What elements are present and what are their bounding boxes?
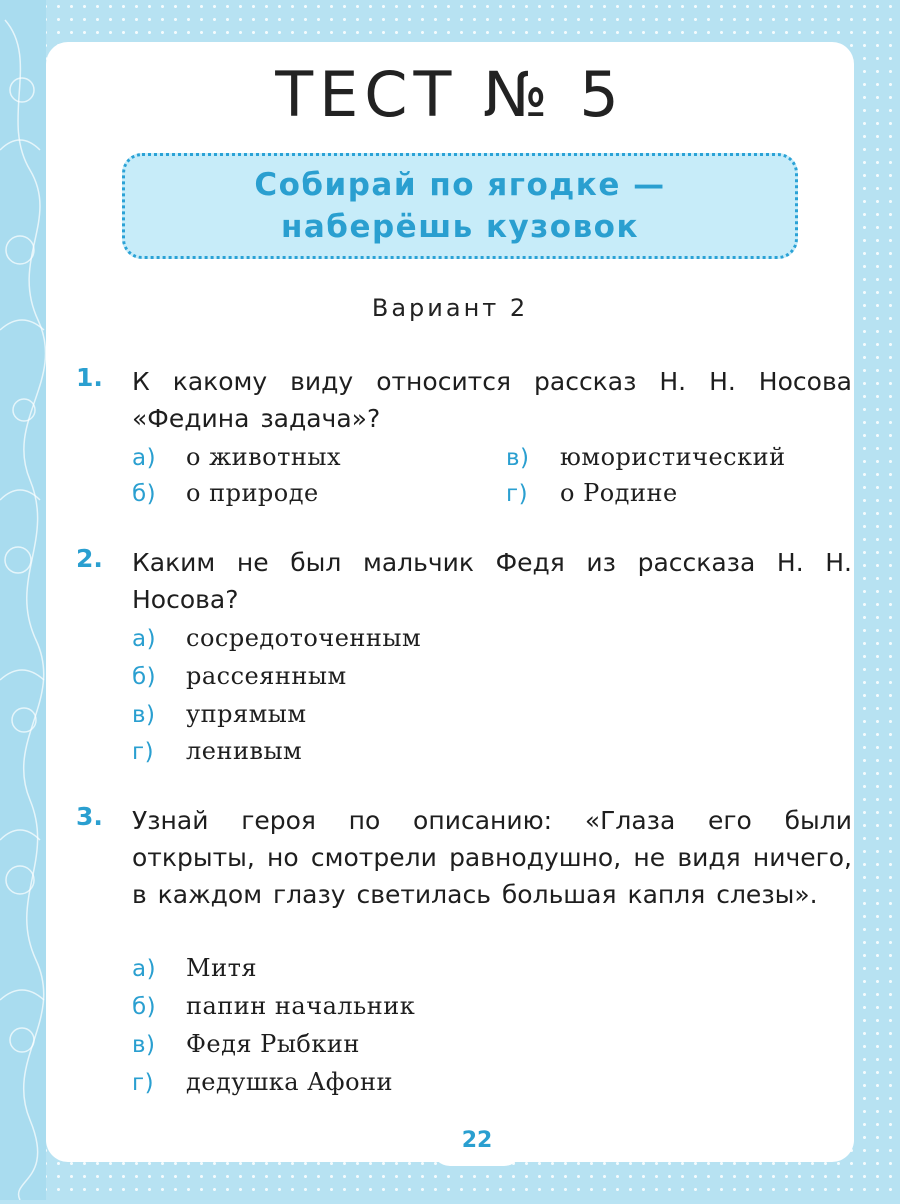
option-letter: г) xyxy=(132,739,155,765)
option-text: упрямым xyxy=(186,700,307,728)
option-text: дедушка Афони xyxy=(186,1068,394,1096)
answer-option-b[interactable] xyxy=(132,992,415,1028)
question-2 xyxy=(76,544,856,774)
option-letter: а) xyxy=(132,956,157,982)
option-letter: г) xyxy=(132,1070,155,1096)
option-letter: б) xyxy=(132,481,157,507)
option-text: сосредоточенным xyxy=(186,624,422,652)
motto-text: Собирай по ягодке — наберёшь кузовок xyxy=(254,167,666,245)
option-text: о Родине xyxy=(560,479,678,507)
answer-option-b[interactable] xyxy=(132,662,347,698)
option-text: о природе xyxy=(186,479,319,507)
floral-border xyxy=(0,0,46,1200)
option-letter: а) xyxy=(132,445,157,471)
page-number: 22 xyxy=(461,1128,493,1153)
option-letter: г) xyxy=(506,481,529,507)
motto-box xyxy=(122,153,798,259)
answer-option-a[interactable] xyxy=(132,443,341,479)
question-1 xyxy=(76,363,856,513)
question-3 xyxy=(76,802,856,1102)
option-text: о животных xyxy=(186,443,342,471)
option-letter: б) xyxy=(132,664,157,690)
answer-option-v[interactable] xyxy=(132,1030,360,1066)
answer-option-a[interactable] xyxy=(132,954,257,990)
option-letter: в) xyxy=(506,445,530,471)
option-text: юмористический xyxy=(560,443,786,471)
variant-label: Вариант 2 xyxy=(371,294,529,322)
answer-option-v[interactable] xyxy=(506,443,786,479)
answer-option-g[interactable] xyxy=(132,1068,393,1104)
question-number: 1. xyxy=(76,363,103,392)
option-text: ленивым xyxy=(186,737,303,765)
option-letter: в) xyxy=(132,1032,156,1058)
question-text: К какому виду относится рассказ Н. Н. Носова «Федина задача»? xyxy=(132,367,852,433)
option-text: Митя xyxy=(186,954,257,982)
answer-option-b[interactable] xyxy=(132,479,319,515)
option-text: рассеянным xyxy=(186,662,347,690)
answer-option-a[interactable] xyxy=(132,624,421,660)
test-title: ТЕСТ № 5 xyxy=(275,58,625,131)
answer-option-g[interactable] xyxy=(132,737,302,773)
question-number: 2. xyxy=(76,544,103,573)
option-letter: а) xyxy=(132,626,157,652)
answer-option-g[interactable] xyxy=(506,479,678,515)
question-text: Узнай героя по описанию: «Глаза его были открыты, но смотрели равнодушно, не видя ничего, в каждом глазу светилась большая капля слезы». xyxy=(132,806,852,909)
question-number: 3. xyxy=(76,802,103,831)
answer-option-v[interactable] xyxy=(132,700,307,736)
question-text: Каким не был мальчик Федя из рассказа Н. Н. Носова? xyxy=(132,548,852,614)
option-letter: в) xyxy=(132,702,156,728)
floral-ornament-icon xyxy=(0,0,46,1200)
option-letter: б) xyxy=(132,994,157,1020)
option-text: папин начальник xyxy=(186,992,416,1020)
option-text: Федя Рыбкин xyxy=(186,1030,360,1058)
